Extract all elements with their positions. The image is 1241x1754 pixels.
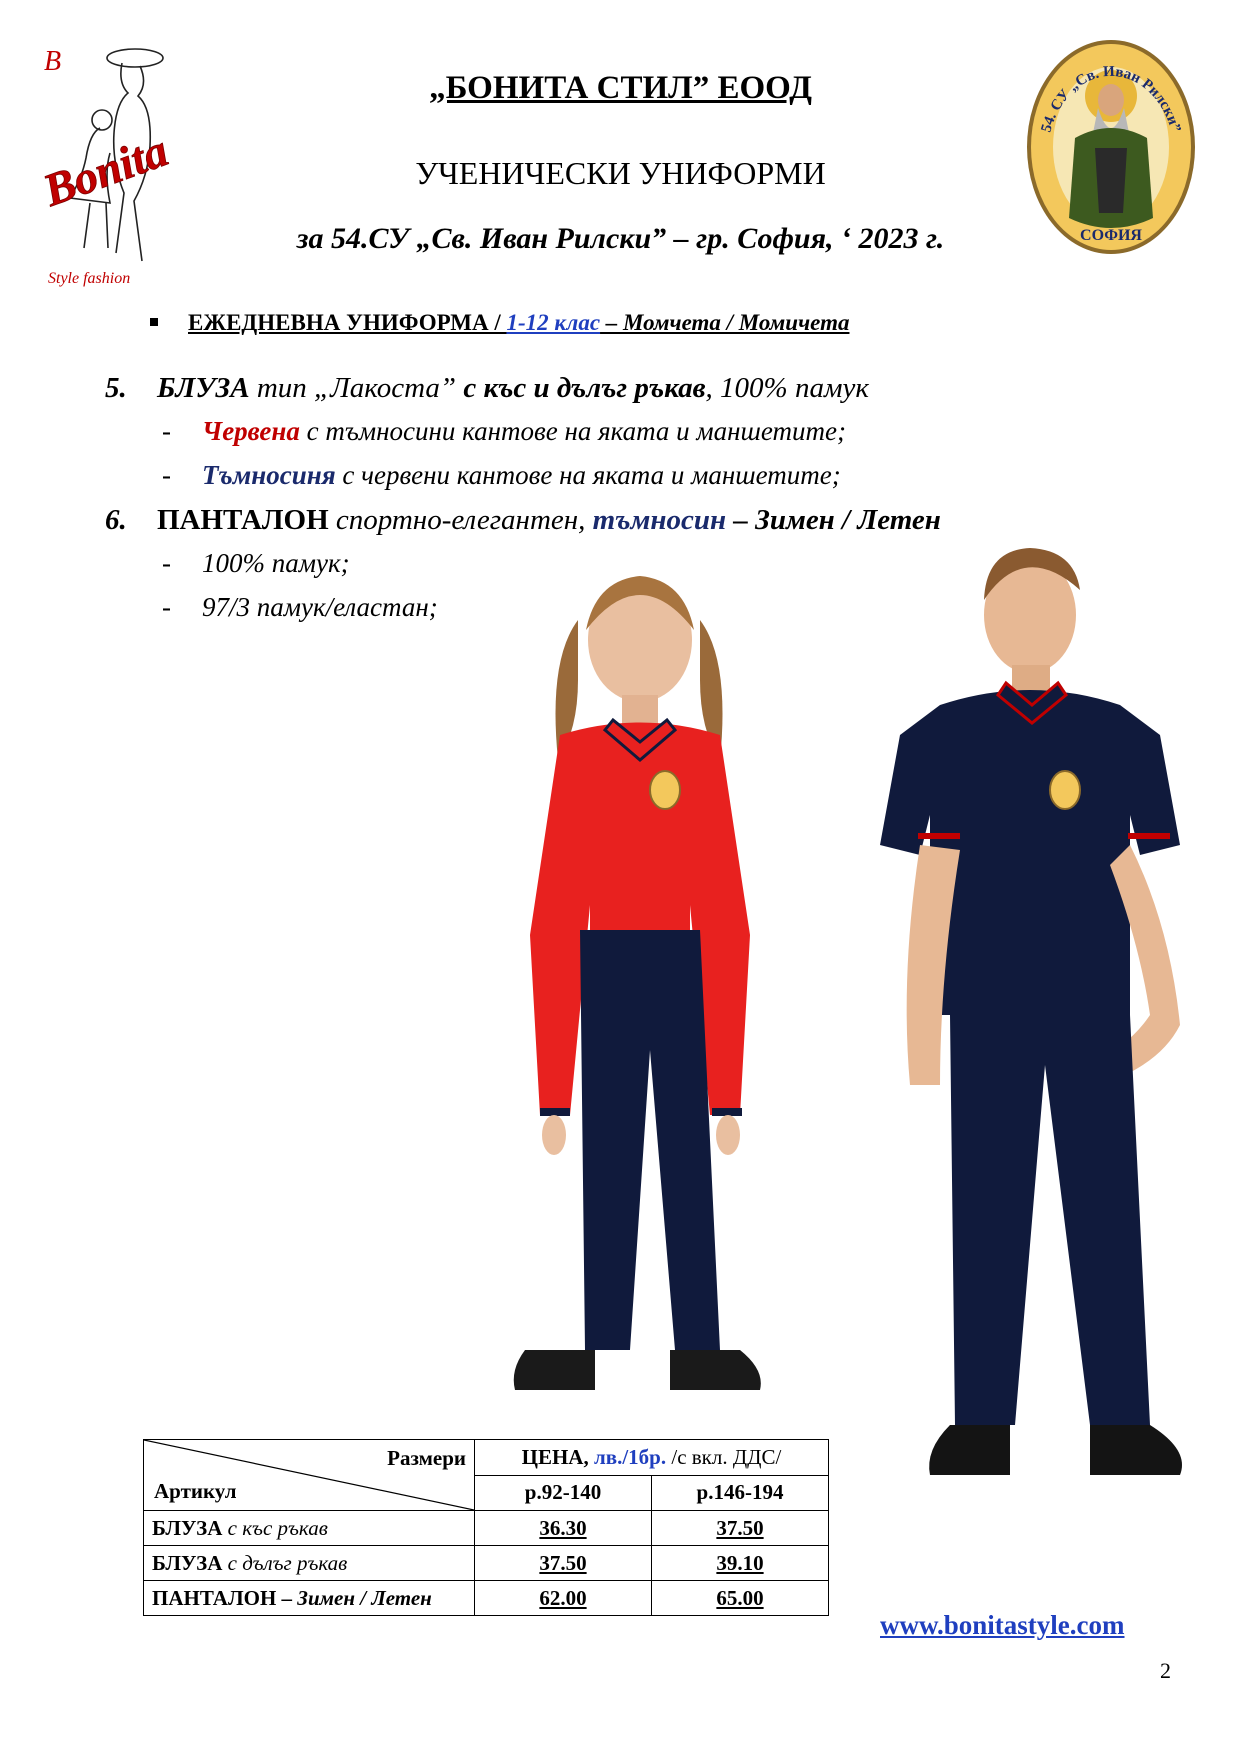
section-grades: 1-12 клас [506, 310, 601, 335]
table-row [144, 1581, 829, 1616]
item-desc: спортно-елегантен, [328, 504, 593, 536]
color-navy-label: Тъмносиня [202, 460, 336, 490]
svg-text:54. СУ „Св. Иван Рилски”: 54. СУ „Св. Иван Рилски” [1038, 63, 1184, 135]
svg-text:Bonita: Bonita [40, 124, 175, 216]
girl-uniform-photo [480, 560, 780, 1400]
school-line: за 54.СУ „Св. Иван Рилски” – гр. София, ‘ 2023 г. [296, 222, 945, 255]
price-cell: 65.00 [652, 1581, 829, 1616]
svg-text:СОФИЯ: СОФИЯ [1080, 227, 1142, 244]
row-article: ПАНТАЛОН – Зимен / Летен [144, 1581, 475, 1616]
svg-text:B: B [44, 46, 62, 77]
sizes-label: Размери [387, 1446, 466, 1470]
price-unit: лв./1бр. [593, 1444, 667, 1469]
item-number: 5. [105, 372, 127, 404]
row-article: БЛУЗА с дълъг ръкав [144, 1546, 475, 1581]
girl-figure [480, 560, 780, 1400]
table-corner-header [144, 1440, 475, 1511]
svg-text:Style fashion: Style fashion [48, 270, 131, 287]
price-cell: 39.10 [652, 1546, 829, 1581]
row-article: БЛУЗА с къс ръкав [144, 1511, 475, 1546]
boy-uniform-photo [880, 545, 1210, 1490]
article-label: Артикул [154, 1479, 237, 1503]
table-row [144, 1546, 829, 1581]
price-cell: 36.30 [475, 1511, 652, 1546]
table-row [144, 1511, 829, 1546]
item-trousers [105, 504, 941, 537]
price-cell: 62.00 [475, 1581, 652, 1616]
color-red-label: Червена [202, 416, 300, 446]
item-desc: тип „Лакоста” [249, 372, 464, 404]
sub-item: - 100% памук; [162, 548, 350, 578]
item-title: ПАНТАЛОН [157, 504, 329, 536]
size-column-header: р.92-140 [475, 1475, 652, 1511]
sub-item: - Червена с тъмносини кантове на яката и маншетите; [162, 416, 847, 446]
bullet-icon [150, 318, 158, 326]
item-number: 6. [105, 504, 127, 536]
item-desc-bold: тъмносин [592, 504, 727, 536]
price-cell: 37.50 [475, 1546, 652, 1581]
price-table [143, 1439, 829, 1616]
company-name: „БОНИТА СТИЛ” ЕООД [429, 70, 812, 106]
section-label-a: ЕЖЕДНЕВНА УНИФОРМА / [188, 310, 507, 335]
sub-item: - 97/3 памук/еластан; [162, 592, 438, 622]
boy-figure [880, 545, 1210, 1490]
item-desc-tail: – Зимен / Летен [726, 504, 941, 536]
page-number: 2 [1160, 1658, 1171, 1683]
item-blouse [105, 372, 869, 405]
website-link[interactable]: www.bonitastyle.com [880, 1610, 1125, 1640]
item-desc-tail: , 100% памук [705, 372, 869, 404]
document-subtitle: УЧЕНИЧЕСКИ УНИФОРМИ [415, 155, 826, 191]
section-heading [150, 310, 849, 336]
size-column-header: р.146-194 [652, 1475, 829, 1511]
sub-item: - Тъмносиня с червени кантове на яката и маншетите; [162, 460, 841, 490]
item-title: БЛУЗА [157, 372, 250, 404]
price-header: ЦЕНА, лв./1бр. /с вкл. ДДС/ [475, 1440, 829, 1476]
price-cell: 37.50 [652, 1511, 829, 1546]
section-label-b: – Момчета / Момичета [600, 310, 850, 335]
item-desc-bold: с къс и дълъг ръкав [463, 372, 706, 404]
